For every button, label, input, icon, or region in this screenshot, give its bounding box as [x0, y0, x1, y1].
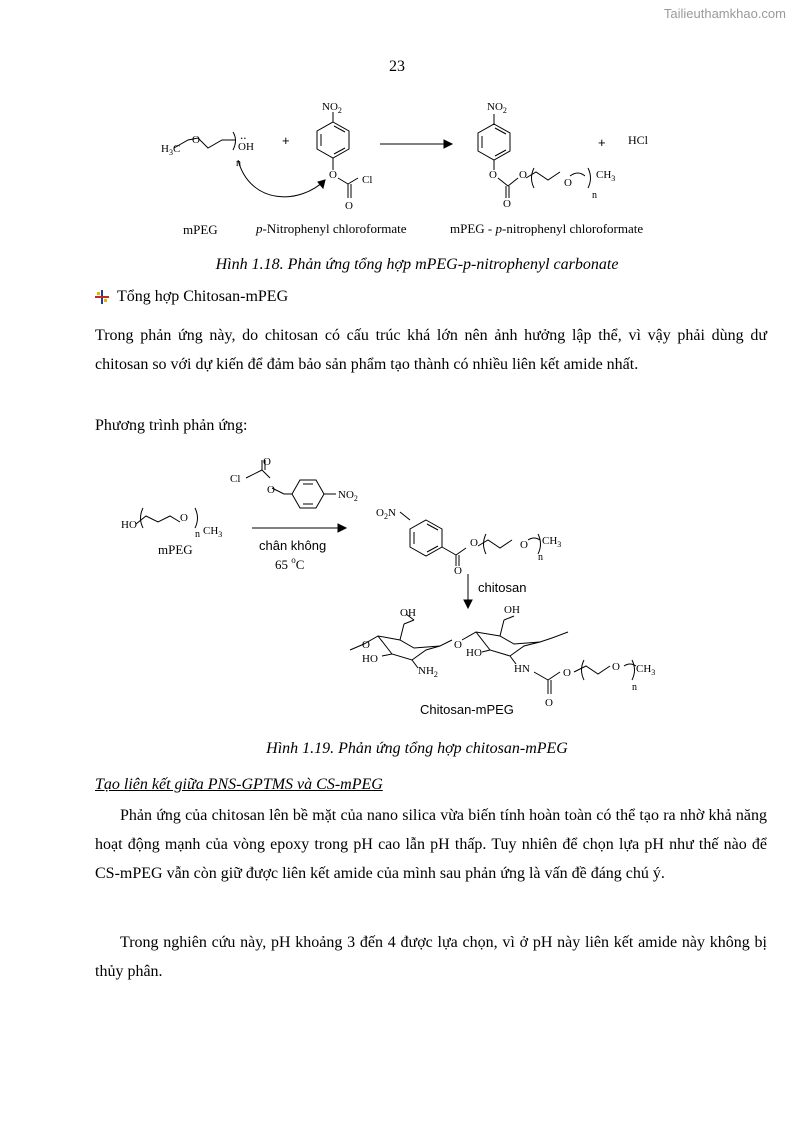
svg-text:Cl: Cl [230, 473, 241, 485]
condition-temperature: 65 $^o$C [275, 555, 305, 572]
bullet-heading-text: Tổng hợp Chitosan-mPEG [117, 288, 289, 305]
svg-text:n: n [592, 190, 597, 201]
svg-text:NO2: $NO_2$ [338, 489, 358, 503]
svg-text:O: O [180, 512, 188, 524]
svg-text:CH3: $CH_3$ [542, 535, 562, 549]
condition-vacuum: chân không [259, 538, 327, 553]
chitosan-reagent-label: chitosan [478, 580, 527, 595]
bullet-arrow-icon [95, 290, 109, 304]
svg-text:..: .. [240, 127, 247, 142]
plus-sign-1: + [282, 133, 290, 148]
svg-text:O2N: $O_2N$ [376, 507, 396, 521]
svg-text:O: O [454, 639, 462, 651]
svg-text:O: O [563, 667, 571, 679]
svg-text:HO: HO [362, 653, 378, 665]
svg-text:n: n [632, 682, 637, 693]
svg-text:CH3: $CH_3$ [596, 169, 616, 183]
figure-1-19-caption: Hình 1.19. Phản ứng tổng hợp chitosan-mPEG [266, 740, 568, 757]
svg-text:HO: HO [466, 647, 482, 659]
svg-text:O: O [470, 537, 478, 549]
svg-text:O: O [454, 565, 462, 577]
svg-text:O: O [362, 639, 370, 651]
svg-text:O: O [489, 169, 497, 181]
svg-text:O: O [519, 169, 527, 181]
svg-text:O: O [545, 697, 553, 709]
figure-1-18-scheme [0, 90, 794, 240]
paragraph-1: Trong phản ứng này, do chitosan có cấu trúc khá lớn nên ảnh hưởng lập thể, vì vậy phải dùng dư chitosan so với dự kiến để đảm bảo sản phẩm tạo thành có nhiều liên kết amide nhất. [95, 327, 767, 373]
svg-text:n: n [236, 158, 241, 169]
paragraph-3: Trong nghiên cứu này, pH khoảng 3 đến 4 được lựa chọn, vì ở pH này liên kết amide này không bị thủy phân. [95, 934, 767, 980]
svg-text:O: O [267, 484, 275, 496]
svg-text:O: O [564, 177, 572, 189]
svg-text:OH: OH [504, 604, 520, 616]
svg-text:O: O [520, 539, 528, 551]
chitosan-mpeg-label: Chitosan-mPEG [420, 702, 514, 717]
mpeg-nitrophenyl-label: mPEG - p-nitrophenyl chloroformate [450, 221, 644, 236]
svg-text:O: O [503, 198, 511, 210]
svg-text:HO: HO [121, 519, 137, 531]
section-heading: Tạo liên kết giữa PNS-GPTMS và CS-mPEG [95, 776, 383, 793]
paragraph-2: Phản ứng của chitosan lên bề mặt của nano silica vừa biến tính hoàn toàn có thể tạo ra nhờ khả năng hoạt động mạnh của vòng epoxy trong pH cao lẫn pH thấp. Tuy nhiên để chọn lựa pH như thế nào để CS-mPEG vẫn còn giữ được liên kết amide của mình sau phản ứng là vấn đề đáng chú ý. [95, 807, 767, 882]
figure-1-18-caption: Hình 1.18. Phản ứng tổng hợp mPEG-p-nitrophenyl carbonate [215, 256, 619, 273]
svg-text:O: O [612, 661, 620, 673]
hcl-label: HCl [628, 133, 649, 147]
svg-text:NO2: $NO_2$ [487, 101, 507, 115]
plus-sign-2: + [598, 135, 606, 150]
svg-text:NH2: $NH_2$ [418, 665, 438, 679]
figure-1-19-scheme [0, 450, 794, 730]
bullet-heading [95, 288, 288, 306]
svg-text:NO2: $NO_2$ [322, 101, 342, 115]
svg-text:O: O [192, 134, 200, 146]
svg-text:O: O [263, 456, 271, 468]
svg-text:n: n [538, 552, 543, 563]
svg-text:HN: HN [514, 663, 530, 675]
svg-text:Cl: Cl [362, 174, 373, 186]
mpeg-label: mPEG [183, 222, 218, 237]
page-number: 23 [389, 58, 405, 75]
svg-text:O: O [329, 169, 337, 181]
svg-text:n: n [195, 529, 200, 540]
svg-text:CH3: $CH_3$ [636, 663, 656, 677]
svg-text:OH: OH [238, 141, 254, 153]
equation-label: Phương trình phản ứng: [95, 417, 248, 434]
watermark: Tailieuthamkhao.com [663, 6, 786, 21]
svg-text:H3C: $H_3C$ [161, 143, 181, 157]
svg-text:OH: OH [400, 607, 416, 619]
mpeg-label-2: mPEG [158, 542, 193, 557]
nitrophenyl-label: p-Nitrophenyl chloroformate [256, 221, 407, 236]
svg-text:O: O [345, 200, 353, 212]
svg-text:CH3: $CH_3$ [203, 525, 223, 539]
